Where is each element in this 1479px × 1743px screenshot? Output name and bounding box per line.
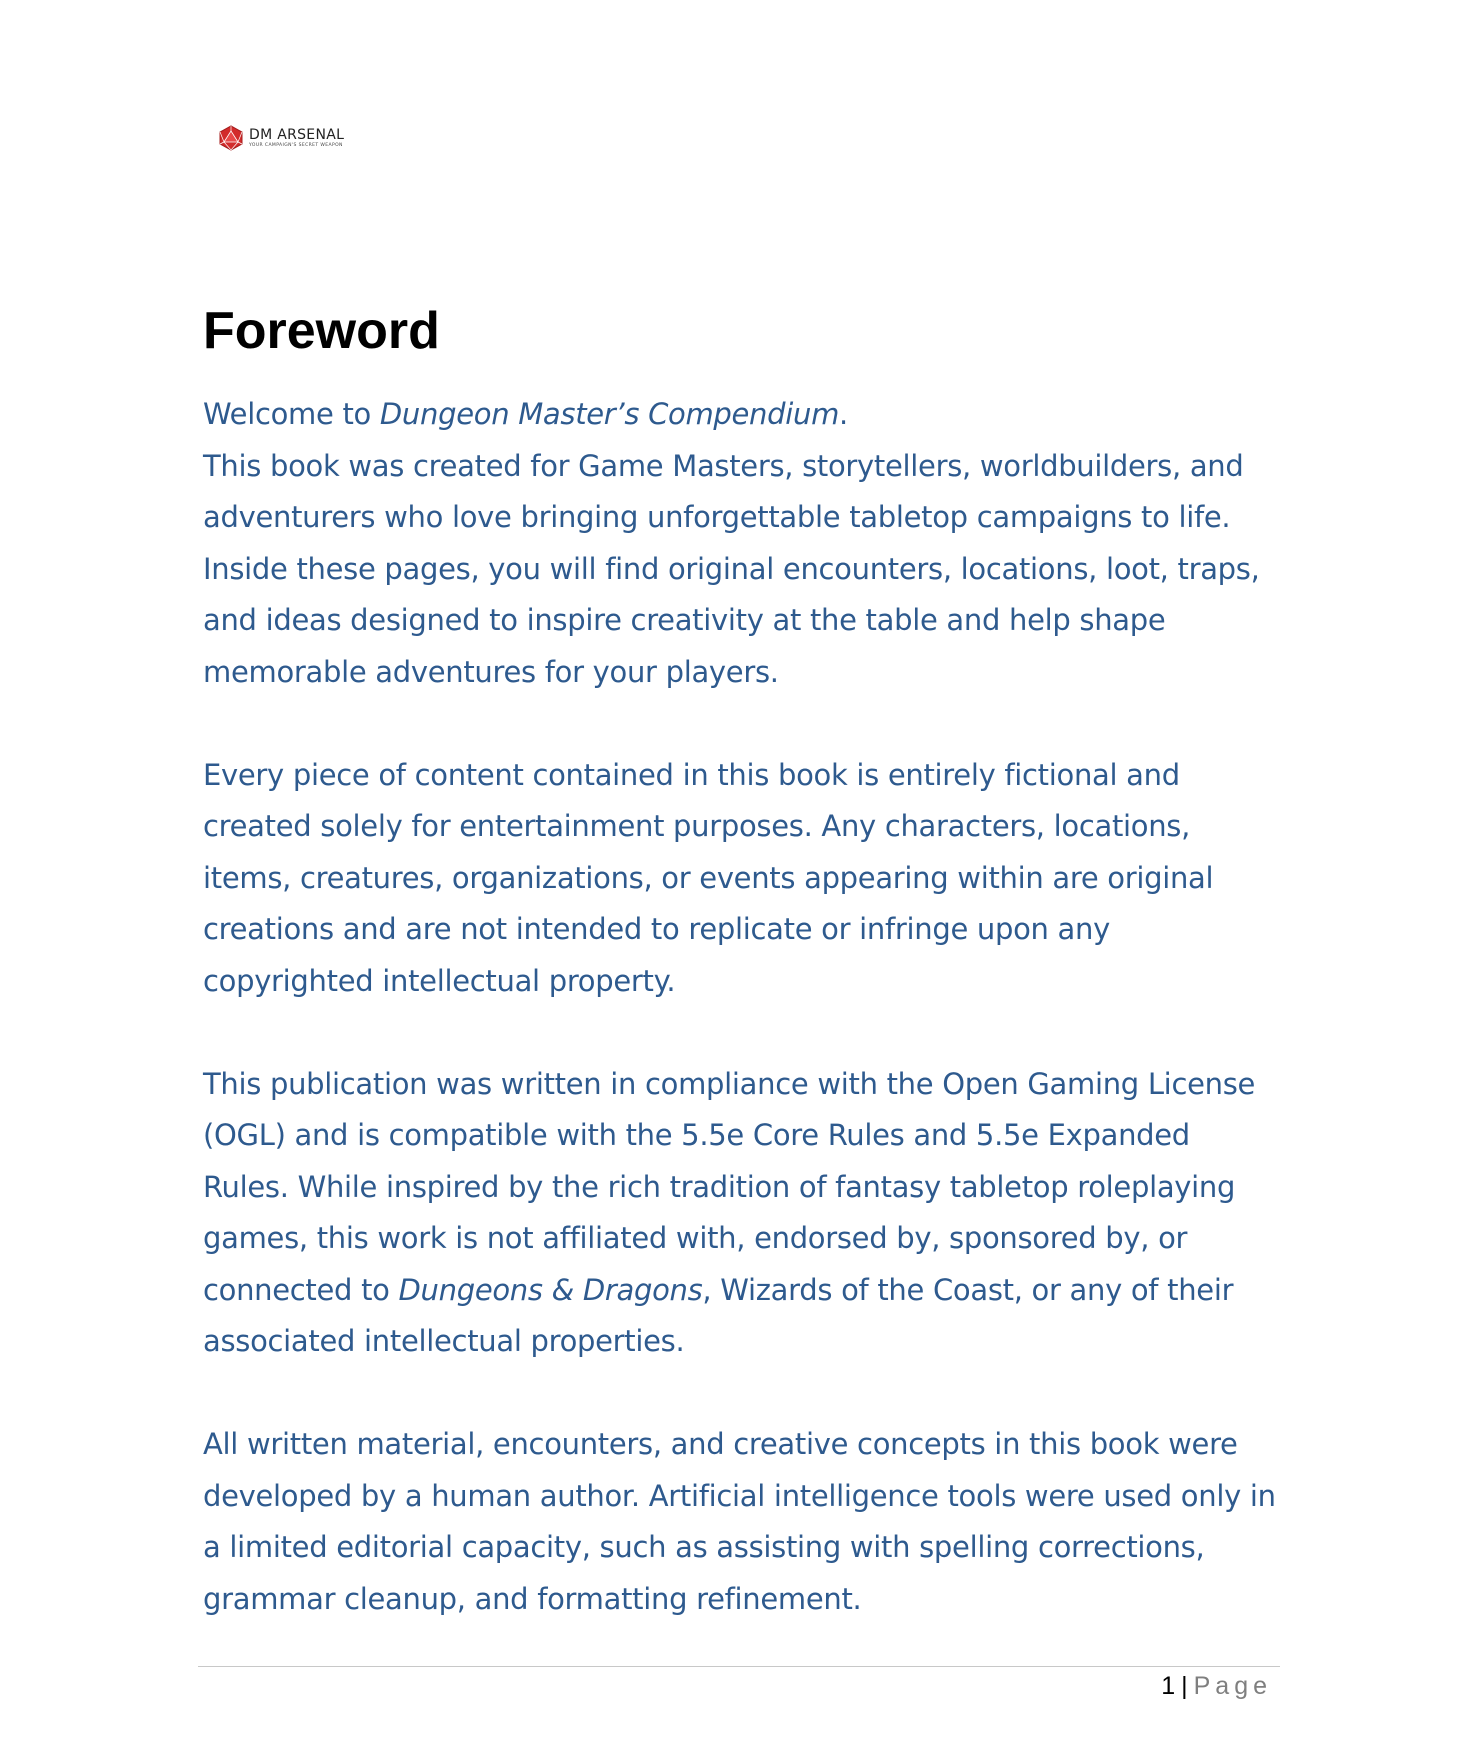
page-title: Foreword (203, 302, 440, 360)
logo-text (249, 128, 344, 149)
book-title: Dungeon Master’s Compendium (379, 397, 840, 431)
paragraph-welcome (203, 389, 1283, 441)
paragraph-intro: This book was created for Game Masters, storytellers, worldbuilders, and adventurers who love bringing unforgettable tabletop campaigns to life. Inside these pages, you will find original encounters, locations, loot, traps, and ideas designed to inspire creativity at the table and help shape memorable adventures for your players. (203, 448, 1260, 689)
d20-die-icon (218, 125, 244, 151)
paragraph-spacer (203, 1368, 1283, 1420)
footer-separator: | (1181, 1672, 1188, 1700)
welcome-period: . (839, 397, 848, 431)
page-label: Page (1193, 1672, 1272, 1700)
page-footer (1161, 1672, 1272, 1701)
footer-divider (198, 1666, 1280, 1667)
welcome-text: Welcome to (203, 397, 380, 431)
page-number: 1 (1161, 1672, 1176, 1700)
paragraph-fiction-disclaimer: Every piece of content contained in this book is entirely fictional and created solely for entertainment purposes. Any characters, locations, items, creatures, organizations, or events appearing within are original creations and are not intended to replicate or infringe upon any copyrighted intellectual property. (203, 757, 1214, 998)
dm-arsenal-logo (218, 123, 344, 153)
ogl-text-end: , Wizards of the Coast, or any of their associated intellectual properties. (203, 1272, 1234, 1358)
paragraph-spacer (203, 1007, 1283, 1059)
logo-title: DM ARSENAL (249, 126, 345, 143)
foreword-body (203, 389, 1283, 1625)
ogl-text-start: This publication was written in compliance with the Open Gaming License (OGL) and is compatible with the 5.5e Core Rules and 5.5e Expanded Rules. While inspired by the rich tradition of fantasy tabletop roleplaying games, this work is not affiliated with, endorsed by, sponsored by, or connected to (203, 1066, 1256, 1307)
dnd-title: Dungeons & Dragons (398, 1272, 703, 1307)
paragraph-ogl-notice (203, 1059, 1283, 1368)
logo-tagline: YOUR CAMPAIGN'S SECRET WEAPON (249, 142, 343, 148)
paragraph-ai-disclosure: All written material, encounters, and creative concepts in this book were developed by a human author. Artificial intelligence tools were used only in a limited editorial capacity, such as assisting with spelling corrections, grammar cleanup, and formatting refinement. (203, 1427, 1276, 1616)
paragraph-spacer (203, 698, 1283, 750)
